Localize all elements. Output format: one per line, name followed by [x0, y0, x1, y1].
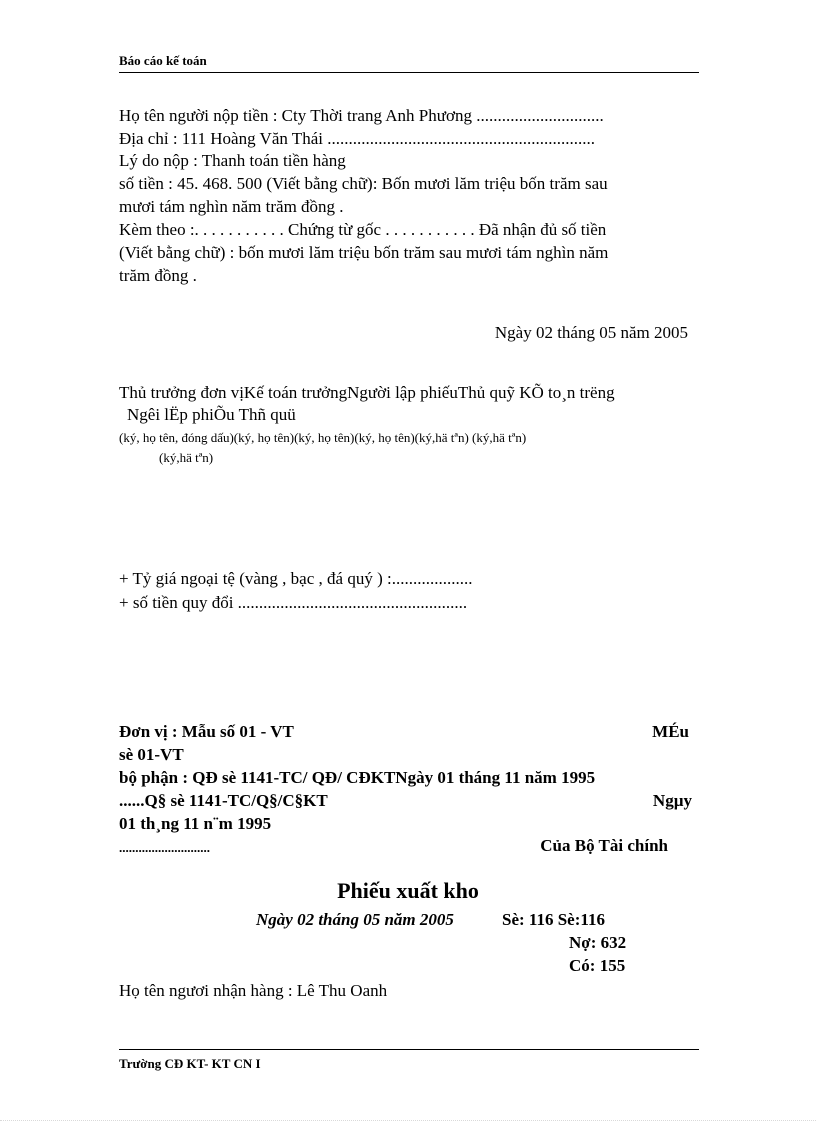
credit-account: Có: 155	[569, 956, 626, 975]
amount-words-line: mươi tám nghìn năm trăm đồng .	[119, 197, 344, 216]
signature-titles-row: Thủ trưởng đơn vịKế toán trưởngNgười lập phiếuThủ quỹ KÕ to¸n trëng	[119, 383, 615, 402]
received-words-line-2: trăm đồng .	[119, 266, 197, 285]
header-rule	[119, 72, 699, 73]
signature-titles-row-2: Ngêi lËp phiÕu Thñ quü	[127, 405, 296, 424]
decision-line: ......Q§ sè 1141-TC/Q§/C§KT	[119, 791, 328, 810]
attachments-line: Kèm theo :. . . . . . . . . . . Chứng từ gốc . . . . . . . . . . . Đã nhận đủ số tiền	[119, 220, 607, 239]
amount-line: số tiền : 45. 468. 500 (Viết bằng chữ): Bốn mươi lăm triệu bốn trăm sau	[119, 174, 608, 193]
signature-notes-row-2: (ký,hä tªn)	[159, 450, 214, 465]
ministry-line: Của Bộ Tài chính	[540, 836, 668, 855]
page-footer: Trường CĐ KT- KT CN I	[119, 1056, 261, 1071]
received-words-line: (Viết bằng chữ) : bốn mươi lăm triệu bốn trăm sau mươi tám nghìn năm	[119, 243, 609, 262]
footer-rule	[119, 1049, 699, 1050]
address-line: Địa chỉ : 111 Hoàng Văn Thái ...............................................................	[119, 129, 595, 148]
form-label-right: MÉu	[652, 722, 689, 741]
department-line: bộ phận : QĐ sè 1141-TC/ QĐ/ CĐKTNgày 01 tháng 11 năm 1995	[119, 768, 596, 787]
debit-account: Nợ: 632	[569, 933, 627, 952]
receipt-date: Ngày 02 tháng 05 năm 2005	[494, 323, 688, 342]
voucher-number: Sè: 116 Sè:116	[502, 910, 605, 929]
form-number-line: sè 01-VT	[119, 745, 184, 764]
converted-amount-line: + số tiền quy đổi ......................................................	[119, 593, 468, 612]
unit-form-line: Đơn vị : Mẫu số 01 - VT	[119, 722, 294, 741]
voucher-title: Phiếu xuất kho	[337, 878, 479, 903]
page-header: Báo cáo kế toán	[119, 53, 207, 68]
decision-date-line: 01 th¸ng 11 n¨m 1995	[119, 814, 272, 833]
reason-line: Lý do nộp : Thanh toán tiền hàng	[119, 151, 346, 170]
dotted-placeholder: ............................	[119, 840, 210, 855]
receiver-line: Họ tên ngươi nhận hàng : Lê Thu Oanh	[119, 981, 388, 1000]
voucher-date: Ngày 02 tháng 05 năm 2005	[256, 910, 454, 929]
page-bottom-edge	[0, 1120, 816, 1121]
payer-line: Họ tên người nộp tiền : Cty Thời trang Anh Phương ..............................	[119, 106, 604, 125]
signature-notes-row: (ký, họ tên, đóng dấu)(ký, họ tên)(ký, họ tên)(ký, họ tên)(ký,hä tªn) (ký,hä tªn)	[119, 430, 527, 445]
exchange-rate-line: + Tỷ giá ngoại tệ (vàng , bạc , đá quý ) :...................	[119, 569, 473, 588]
decision-date-label: Ngµy	[652, 791, 692, 810]
